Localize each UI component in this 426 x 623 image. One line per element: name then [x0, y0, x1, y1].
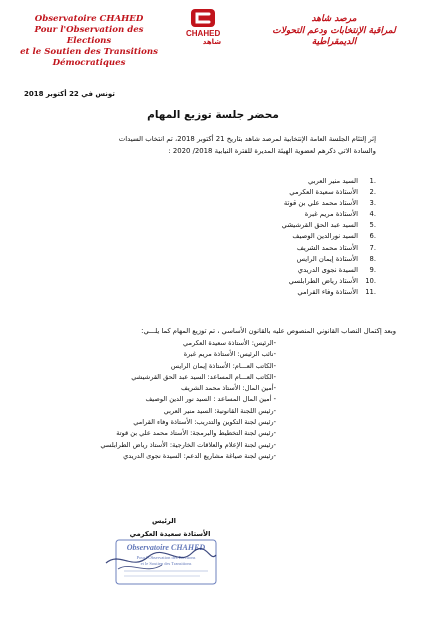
member-item [176, 209, 376, 220]
role-item: -الكاتب العـــام المساعد: السيد عبد الحق القرشيشي [131, 372, 276, 381]
intro-paragraph [46, 133, 376, 157]
member-number: 5. [369, 221, 376, 230]
header-arabic-line: الديمقراطية [311, 37, 357, 47]
member-item [176, 176, 376, 187]
header-arabic-line: مرصد شاهد [311, 14, 357, 24]
stamp-line: Observatoire CHAHED [126, 543, 206, 552]
member-item [176, 287, 376, 298]
member-number: 3. [369, 199, 376, 208]
member-number: 8. [369, 254, 376, 263]
role-item: -أمين المال: الأستاذ محمد الشريف [181, 384, 276, 393]
role-item: -الرئيس: الأستاذة سعيدة العكرمي [182, 339, 276, 347]
member-name: الأستاذ محمد الشريف [296, 243, 358, 252]
member-item [176, 220, 376, 231]
member-name: السيد عبد الحق القرشيشي [281, 221, 358, 230]
role-item: -رئيس لجنة التكوين والتدريب: الأستاذة وفاء القرامي [133, 418, 276, 427]
signature-title: الرئيس [151, 517, 177, 525]
member-number: 9. [369, 265, 376, 274]
member-item [176, 265, 376, 276]
header-arabic-name [254, 14, 414, 49]
member-name: الأستاذة وفاء القرامي [297, 287, 358, 296]
role-item: -الكاتب العـــام: الأستاذة إيمان الرايس [170, 361, 276, 370]
member-name: السيد نورالدين الوصيف [292, 232, 358, 241]
role-item: -رئيس لجنة التخطيط والبرمجة: الأستاذ محمد علي بن قوتة [116, 429, 276, 438]
member-number: 2. [369, 188, 376, 197]
header-french-line: et le Soutien des Transitions [20, 47, 158, 57]
member-name: الأستاذة إيمان الرايس [296, 254, 358, 263]
logo-arabic-text: شاهد [202, 38, 222, 46]
member-number: 1. [369, 177, 376, 185]
member-number: 10. [365, 276, 376, 285]
role-item: -رئيس اللجنة القانونية: السيد منير العربي [163, 406, 276, 415]
member-item [176, 231, 376, 242]
quorum-paragraph: وبعد إكتمال النصاب القانوني المنصوص عليه بالقانون الأساسي ، تم توزيع المهام كما يلـــي: [141, 327, 396, 335]
role-item: -نائب الرئيس: الأستاذة مريم غبرة [183, 350, 276, 359]
document-date: تونس في 22 أكتوبر 2018 [24, 90, 115, 98]
stamp-line: et le Soutien des Transitions [140, 561, 192, 566]
member-item [176, 198, 376, 209]
members-list [176, 176, 376, 298]
member-number: 6. [369, 232, 376, 241]
member-item [176, 187, 376, 198]
member-name: الأستاذة سعيدة العكرمي [289, 188, 358, 197]
official-stamp-icon [100, 537, 220, 585]
member-name: الأستاذ محمد علي بن قوتة [283, 199, 358, 208]
member-name: السيد منير العربي [307, 177, 358, 185]
role-item: -رئيس لجنة صياغة مشاريع الدعم: السيدة نجوى الدريدي [123, 451, 276, 460]
document-title: محضر جلسة توزيع المهام [147, 109, 279, 121]
header-arabic-line: لمراقبة الإنتخابات ودعم التحولات [272, 25, 396, 36]
roles-list [76, 338, 276, 462]
member-number: 7. [369, 243, 376, 252]
stamp-line: Pour l'Observation des Elections [136, 555, 196, 560]
member-item [176, 276, 376, 287]
member-name: السيدة نجوى الدريدي [297, 265, 358, 274]
header-french-line: Observatoire CHAHED [34, 14, 144, 24]
member-item [176, 254, 376, 265]
member-name: الأستاذ رياض الطرابلسي [288, 276, 358, 285]
intro-line: والسادة الاتي ذكرهم لعضوية الهيئة المديرة للفترة النيابية 2018/ 2020 : [168, 147, 376, 155]
header-french-line: Démocratiques [52, 58, 126, 68]
member-name: الأستاذة مريم غبرة [304, 210, 358, 219]
member-number: 4. [369, 210, 376, 219]
member-number: 11. [365, 287, 376, 296]
signature-name: الأستاذة سعيدة العكرمي [129, 530, 211, 538]
member-item [176, 243, 376, 254]
logo-latin-text: CHAHED [186, 29, 221, 38]
role-item: -رئيس لجنة الإعلام والعلاقات الخارجية: الأستاذ رياض الطرابلسي [100, 440, 276, 449]
chahed-logo-icon [178, 8, 228, 46]
header-french-line: Pour l'Observation des Elections [34, 25, 144, 46]
intro-line: إثر إلتئام الجلسة العامة الإنتخابية لمرصد شاهد بتاريخ 21 أكتوبر 2018، تم انتخاب السيدات [118, 135, 376, 143]
role-item: - أمين المال المساعد : السيد نور الدين الوصيف [145, 395, 276, 404]
header-french-name [14, 14, 164, 69]
